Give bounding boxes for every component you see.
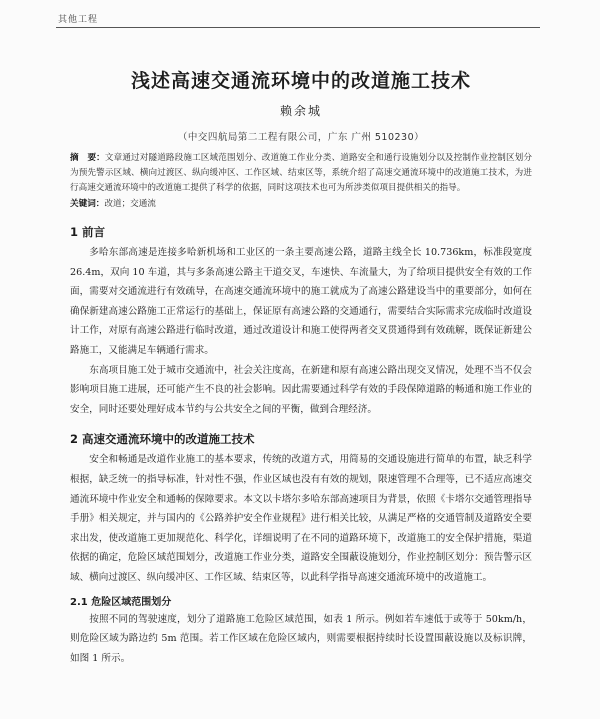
paragraph: 多哈东部高速是连接多哈新机场和工业区的一条主要高速公路，道路主线全长 10.736km，标准段宽度 26.4m，双向 10 车道，其与多条高速公路主干道交叉，车速快、车流量大，为了给项目提供安全有效的工作面，需要对交通流进行有效疏导，在高速交通流环境中的施工就成为了高速公路建设当中的重要部分，如何在确保新建高速公路施工正常运行的基础上，保证原有高速公路的交通通行，需要结合实际需求完成临时改道设计工作，对原有高速公路进行临时改道，通过改道设计和施工使得两者交叉贯通得到有效疏解，既保证新建公路施工，又能满足车辆通行需求。 xyxy=(70,247,532,356)
abstract xyxy=(70,151,532,196)
paragraph: 东高项目施工处于城市交通流中，社会关注度高，在新建和原有高速公路出现交叉情况，处理不当不仅会影响项目施工进展，还可能产生不良的社会影响。因此需要通过科学有效的手段保障道路的畅通和施工作业的安全，同时还要处理好成本节约与公共安全之间的平衡，做到合理经济。 xyxy=(70,364,532,415)
section-heading-technique: 2 高速交通流环境中的改道施工技术 xyxy=(70,432,255,447)
paragraph: 按照不同的驾驶速度，划分了道路施工危险区域范围，如表 1 所示。例如若车速低于或等于 50km/h，则危险区域为路边约 5m 范围。若工作区域在危险区域内，则需要根据持续时长设置围蔽设施以及标识牌，如图 1 所示。 xyxy=(70,613,532,664)
article-author: 赖余城 xyxy=(279,104,322,118)
paragraph: 安全和畅通是改道作业施工的基本要求，传统的改道方式，用简易的交通设施进行简单的布置，缺乏科学根据，缺乏统一的指导标准，针对性不强，作业区域也没有有效的规划，限速管理不合理等，已不适应高速交通流环境中作业安全和通畅的保障要求。本文以卡塔尔多哈东部高速项目为背景，依照《卡塔尔交通管理指导手册》相关规定，并与国内的《公路养护安全作业规程》进行相关比较，从满足严格的交通管制及道路安全要求出发，使改道施工更加规范化、科学化，详细说明了在不同的道路环境下，改道施工的安全保护措施，渠道依据的确定，危险区域范围划分，改道施工作业分类，道路安全围蔽设施划分，作业控制区划分：预告警示区域、横向过渡区、纵向缓冲区、工作区域、结束区等，以此科学指导高速交通流环境中的改道施工。 xyxy=(70,454,532,583)
section-heading-intro: 1 前言 xyxy=(70,225,106,239)
header-rule xyxy=(56,27,540,28)
running-head: 其他工程 xyxy=(58,15,99,25)
subsection-heading-hazard-zone: 2.1 危险区域范围划分 xyxy=(70,596,172,608)
article-affiliation: （中交四航局第二工程有限公司，广东 广州 510230） xyxy=(177,132,425,143)
keywords-label: 关键词： xyxy=(70,199,105,209)
article xyxy=(70,70,532,668)
article-title: 浅述高速交通流环境中的改道施工技术 xyxy=(130,70,471,92)
abstract-text: 文章通过对隧道路段施工区域范围划分、改道施工作业分类、道路安全和通行设施划分以及控制作业控制区划分为预先警示区域、横向过渡区、纵向缓冲区、工作区域、结束区等，系统介绍了高速交通流环境中的改道施工技术，为进行高速交通流环境中的改道施工提供了科学的依据，同时这项技术也可为所涉类似项目提供相关的指导。 xyxy=(70,153,532,193)
abstract-label: 摘 要： xyxy=(70,153,105,163)
keywords-text: 改道；交通流 xyxy=(104,199,156,209)
keywords xyxy=(70,197,532,212)
